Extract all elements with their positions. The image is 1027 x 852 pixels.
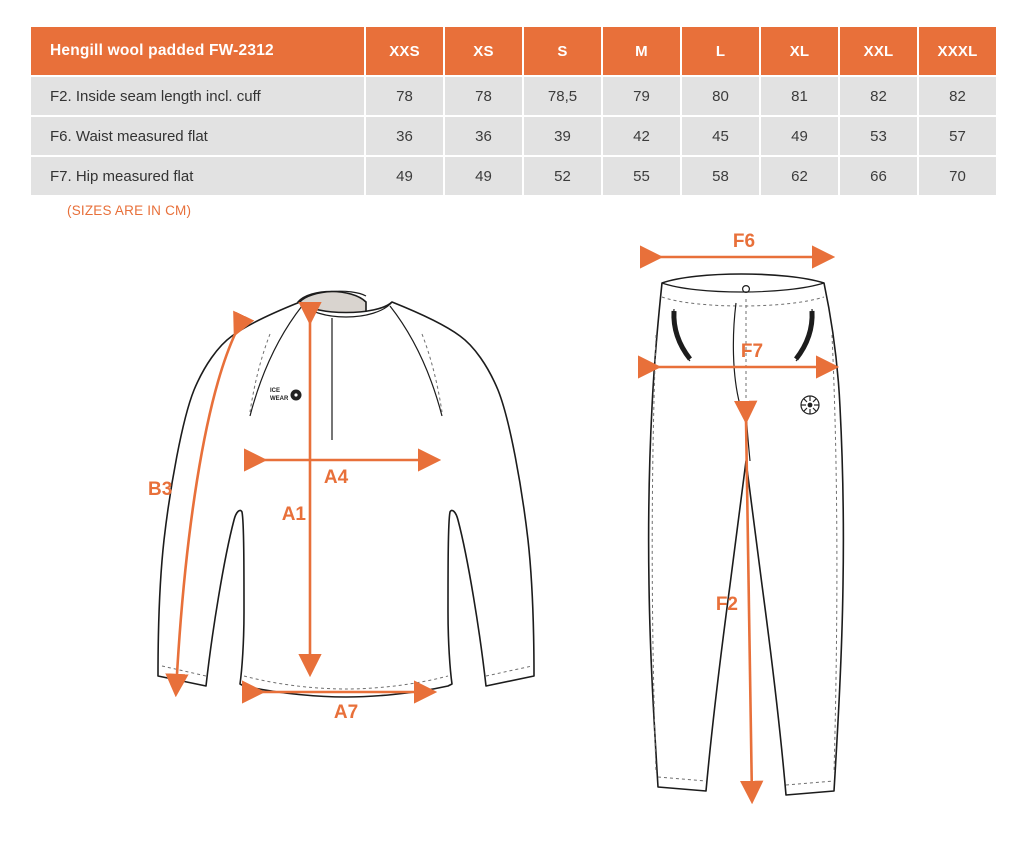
dimension-label-hem: A7: [333, 702, 359, 723]
dimension-label-inseam: F2: [715, 594, 738, 615]
measurement-value: 66: [839, 156, 918, 196]
brand-logo-line2: WEAR: [270, 396, 289, 402]
measurement-label: F7. Hip measured flat: [30, 156, 365, 196]
measurement-value: 62: [760, 156, 839, 196]
size-header-l: L: [681, 26, 760, 76]
measurement-value: 49: [444, 156, 523, 196]
dimension-label-hip: F7: [740, 341, 764, 362]
measurement-label: F2. Inside seam length incl. cuff: [30, 76, 365, 116]
size-table: [29, 25, 998, 197]
pants-illustration: [600, 225, 900, 825]
measurement-label: F6. Waist measured flat: [30, 116, 365, 156]
measurement-value: 57: [918, 116, 997, 156]
measurement-value: 79: [602, 76, 681, 116]
measurement-value: 55: [602, 156, 681, 196]
measurement-value: 52: [523, 156, 602, 196]
size-header-xl: XL: [760, 26, 839, 76]
table-row: [30, 76, 997, 116]
table-header-row: [30, 26, 997, 76]
measurement-value: 78,5: [523, 76, 602, 116]
measurement-value: 53: [839, 116, 918, 156]
brand-logo-icon: [291, 390, 302, 401]
measurement-value: 49: [365, 156, 444, 196]
measurement-value: 82: [839, 76, 918, 116]
dimension-label-waist: F6: [732, 231, 756, 252]
jacket-body-outline: [158, 302, 534, 697]
brand-logo-line1: ICE: [270, 388, 281, 394]
measurement-value: 58: [681, 156, 760, 196]
size-header-m: M: [602, 26, 681, 76]
dimension-label-chest: A4: [323, 467, 349, 488]
measurement-value: 42: [602, 116, 681, 156]
product-name-header: Hengill wool padded FW-2312: [30, 26, 365, 76]
measurement-value: 80: [681, 76, 760, 116]
measurement-value: 82: [918, 76, 997, 116]
dimension-label-sleeve: B3: [148, 479, 173, 500]
measurement-value: 36: [365, 116, 444, 156]
table-row: [30, 116, 997, 156]
measurement-value: 45: [681, 116, 760, 156]
pants-logo-icon: [801, 396, 819, 414]
size-header-xxxl: XXXL: [918, 26, 997, 76]
measurement-value: 36: [444, 116, 523, 156]
measurement-value: 81: [760, 76, 839, 116]
measurement-value: 78: [444, 76, 523, 116]
size-table-container: [29, 25, 998, 197]
size-header-xxs: XXS: [365, 26, 444, 76]
measurement-value: 49: [760, 116, 839, 156]
jacket-illustration: [120, 240, 540, 760]
table-row: [30, 156, 997, 196]
measurement-value: 70: [918, 156, 997, 196]
dimension-label-length: A1: [281, 504, 306, 525]
size-header-xxl: XXL: [839, 26, 918, 76]
units-note: (SIZES ARE IN CM): [67, 203, 192, 218]
measurement-value: 78: [365, 76, 444, 116]
size-header-xs: XS: [444, 26, 523, 76]
size-header-s: S: [523, 26, 602, 76]
measurement-value: 39: [523, 116, 602, 156]
